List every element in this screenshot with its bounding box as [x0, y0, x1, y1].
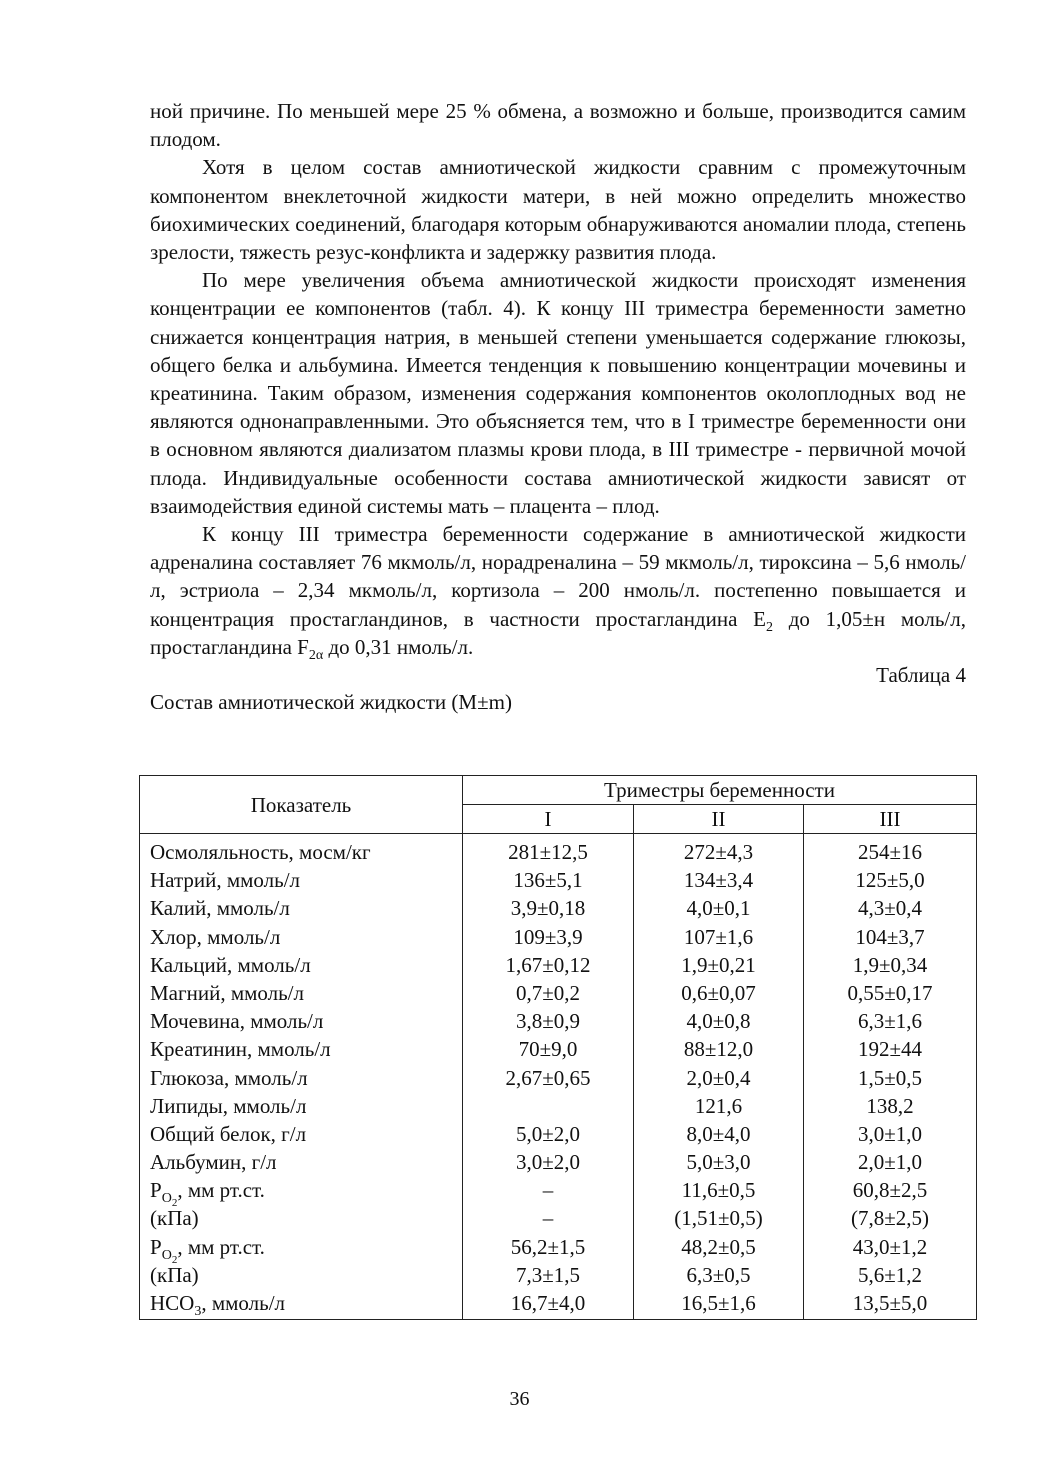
- header-trimesters: Триместры беременности: [463, 776, 977, 805]
- po2-symbol: P: [150, 1178, 162, 1203]
- paragraph-4: [150, 520, 966, 664]
- value-cell: 1,9±0,21: [681, 952, 756, 977]
- hco3-subscript: 3: [194, 1304, 202, 1320]
- row-name: Натрий, ммоль/л: [150, 868, 301, 893]
- value-cell: (1,51±0,5): [674, 1206, 763, 1231]
- value-cell: 70±9,0: [518, 1037, 578, 1062]
- paragraph-4-part-3: до 0,31 нмоль/л.: [323, 634, 474, 659]
- row-name-hco3: [140, 1289, 462, 1320]
- row-name: Магний, ммоль/л: [150, 980, 304, 1005]
- value-cell: 1,67±0,12: [505, 952, 591, 977]
- row-name-po2: [140, 1176, 462, 1210]
- amniotic-fluid-table: [139, 775, 977, 1320]
- indicator-names-column: [140, 834, 463, 1320]
- value-cell: 43,0±1,2: [852, 1234, 928, 1259]
- value-cell: 2,67±0,65: [505, 1065, 591, 1090]
- trimester-1-values: [463, 834, 634, 1320]
- value-cell: 2,0±0,4: [686, 1065, 751, 1090]
- row-name: Глюкоза, ммоль/л: [150, 1065, 308, 1090]
- value-cell: 88±12,0: [683, 1037, 754, 1062]
- value-cell: 5,6±1,2: [858, 1262, 923, 1287]
- po2-sub-2: 2: [171, 1197, 178, 1210]
- row-name-po2: [140, 1233, 462, 1266]
- value-cell: 6,3±0,5: [686, 1262, 751, 1287]
- po2-symbol: P: [150, 1234, 162, 1259]
- page-body: [150, 97, 966, 715]
- value-cell: 56,2±1,5: [510, 1234, 586, 1259]
- trimester-3-values: [804, 834, 977, 1320]
- paragraph-4-part-2: до 1,05±н моль/л, простагландина F: [150, 606, 966, 659]
- table-label: Таблица 4: [876, 663, 966, 688]
- value-cell: 272±4,3: [683, 840, 754, 864]
- po2-sub-o: O: [161, 1191, 172, 1207]
- paragraph-2: Хотя в целом состав амниотической жидкости сравним с промежуточным компонентом внеклеточной жидкости матери, в ней можно определить множество биохимических соединений, благодаря которым обнаруживаются аномалии плода, степень зрелости, тяжесть резус-конфликта и задержку развития плода.: [150, 155, 966, 265]
- row-name: Хлор, ммоль/л: [150, 924, 281, 949]
- row-name: Кальций, ммоль/л: [150, 952, 311, 977]
- header-trimester-1: I: [463, 805, 634, 834]
- value-cell: 5,0±2,0: [515, 1121, 581, 1146]
- value-cell: 107±1,6: [683, 924, 754, 949]
- value-cell: 5,0±3,0: [686, 1150, 751, 1175]
- value-cell: 16,7±4,0: [510, 1291, 586, 1315]
- value-cell: 2,0±1,0: [858, 1150, 923, 1175]
- value-cell: 3,9±0,18: [510, 896, 586, 921]
- row-name: Калий, ммоль/л: [150, 896, 290, 921]
- value-cell: 3,8±0,9: [515, 1009, 581, 1034]
- po2-sub-o: O: [161, 1247, 172, 1263]
- row-name: Общий белок, г/л: [150, 1121, 307, 1146]
- row-name: Липиды, ммоль/л: [150, 1093, 307, 1118]
- value-cell: 104±3,7: [855, 924, 925, 949]
- value-cell: 136±5,1: [513, 868, 583, 893]
- value-cell: 60,8±2,5: [852, 1178, 928, 1203]
- paragraph-4-part-1: К концу III триместра беременности содержание в амниотической жидкости адреналина составляет 76 мкмоль/л, норадреналина – 59 мкмоль/л, тироксина – 5,6 нмоль/л, эстриола – 2,34 мкмоль/л, кортизола – 200 нмоль/л. постепенно повышается и концентрация простагландинов, в частности простагландина E: [150, 522, 966, 631]
- trimester-2-values: [634, 834, 804, 1320]
- header-indicator: Показатель: [140, 776, 463, 834]
- value-cell: 109±3,9: [513, 924, 583, 949]
- po2-unit: , мм рт.ст.: [177, 1178, 265, 1203]
- f2a-subscript: 2α: [308, 648, 324, 664]
- value-cell: 281±12,5: [508, 840, 588, 864]
- value-cell: 6,3±1,6: [858, 1009, 923, 1034]
- value-cell: 7,3±1,5: [515, 1262, 581, 1287]
- row-name: Альбумин, г/л: [150, 1150, 277, 1175]
- value-cell: 0,55±0,17: [847, 980, 933, 1005]
- row-name: Мочевина, ммоль/л: [150, 1009, 324, 1034]
- value-cell: 1,5±0,5: [858, 1065, 923, 1090]
- value-cell: 13,5±5,0: [852, 1291, 928, 1315]
- row-name: (кПа): [150, 1206, 199, 1231]
- paragraph-1: ной причине. По меньшей мере 25 % обмена, а возможно и больше, производится самим плодом.: [150, 99, 966, 152]
- header-trimester-2: II: [634, 805, 804, 834]
- value-cell: 125±5,0: [855, 868, 925, 893]
- value-cell: [463, 1092, 633, 1120]
- value-cell: 1,9±0,34: [852, 952, 928, 977]
- e2-subscript: 2: [765, 619, 773, 635]
- value-cell: –: [542, 1178, 554, 1203]
- value-cell: 48,2±0,5: [681, 1234, 756, 1259]
- po2-unit: , мм рт.ст.: [177, 1234, 265, 1259]
- header-trimester-3: III: [804, 805, 977, 834]
- value-cell: 192±44: [858, 1037, 923, 1062]
- table-title: Состав амниотической жидкости (M±m): [150, 690, 512, 715]
- value-cell: 8,0±4,0: [686, 1121, 751, 1146]
- po2-sub-2: 2: [171, 1253, 178, 1266]
- value-cell: 4,3±0,4: [858, 896, 923, 921]
- value-cell: (7,8±2,5): [851, 1206, 930, 1231]
- value-cell: 134±3,4: [683, 868, 754, 893]
- value-cell: 3,0±1,0: [858, 1121, 923, 1146]
- paragraph-3: По мере увеличения объема амниотической жидкости происходят изменения концентрации ее компонентов (табл. 4). К концу III триместра беременности заметно снижается концентрация натрия, в меньшей степени уменьшается содержание глюкозы, общего белка и альбумина. Имеется тенденция к повышению концентрации мочевины и креатинина. Таким образом, изменения содержания компонентов околоплодных вод не являются однонаправленными. Это объясняется тем, что в I триместре беременности они в основном являются диализатом плазмы крови плода, в III триместре - первичной мочой плода. Индивидуальные особенности состава амниотической жидкости зависят от взаимодействия единой системы мать – плацента – плод.: [150, 268, 966, 518]
- value-cell: 254±16: [858, 840, 923, 864]
- value-cell: 3,0±2,0: [515, 1150, 581, 1175]
- value-cell: 11,6±0,5: [681, 1178, 756, 1203]
- row-name: Осмоляльность, мосм/кг: [150, 840, 371, 864]
- value-cell: 16,5±1,6: [681, 1291, 756, 1315]
- row-name: (кПа): [150, 1262, 199, 1287]
- row-name: Креатинин, ммоль/л: [150, 1037, 331, 1062]
- value-cell: –: [542, 1206, 554, 1231]
- value-cell: 138,2: [866, 1093, 914, 1118]
- value-cell: 0,6±0,07: [681, 980, 756, 1005]
- value-cell: 4,0±0,8: [686, 1009, 751, 1034]
- value-cell: 121,6: [694, 1093, 743, 1118]
- value-cell: 0,7±0,2: [515, 980, 581, 1005]
- hco3-symbol: HCO: [150, 1291, 195, 1315]
- hco3-unit: , ммоль/л: [201, 1291, 286, 1315]
- page-number: 36: [509, 1388, 530, 1410]
- value-cell: 4,0±0,1: [686, 896, 751, 921]
